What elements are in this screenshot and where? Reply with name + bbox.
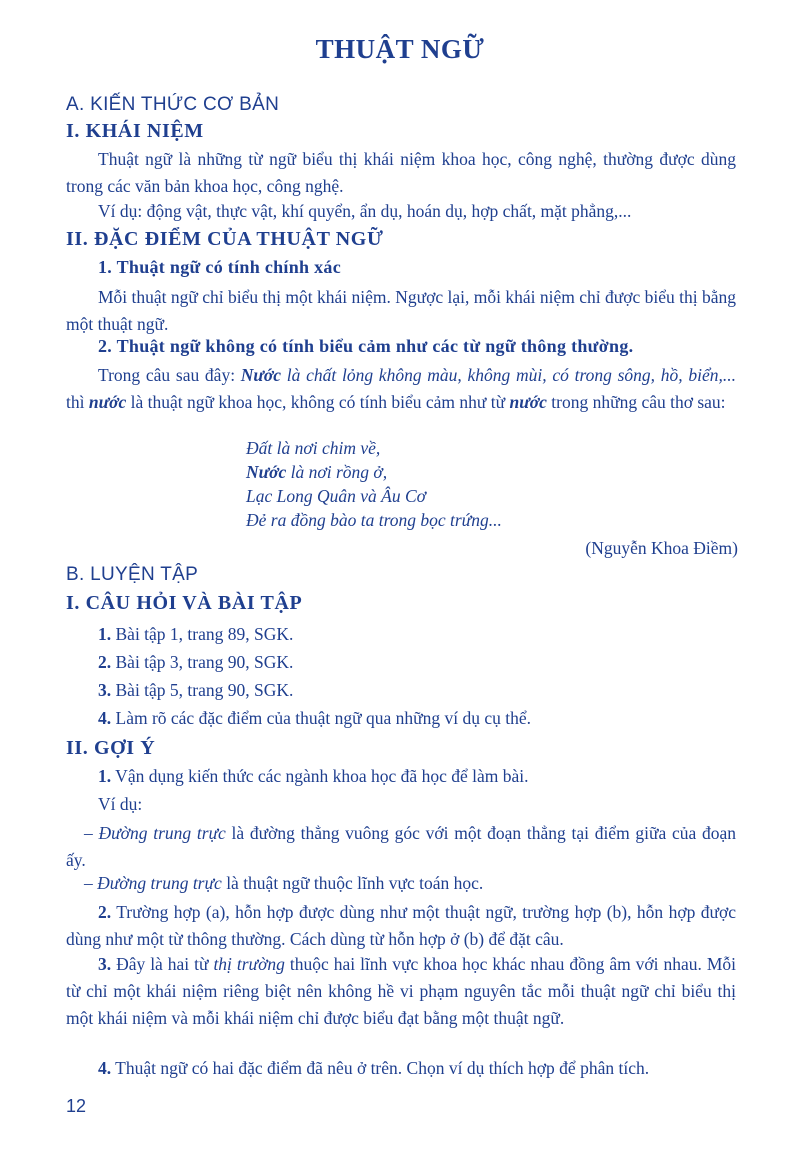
hint-4-paragraph: [66, 1055, 736, 1082]
poem-line: [246, 460, 502, 484]
poem-line: Đẻ ra đồng bào ta trong bọc trứng...: [246, 510, 502, 530]
exercise-item: [98, 624, 293, 645]
term-nuoc: nước: [88, 392, 127, 412]
term-duong-trung-truc: – Đường trung trực: [84, 873, 222, 893]
heading-cau-hoi: I. CÂU HỎI VÀ BÀI TẬP: [66, 592, 303, 614]
text-run: là thuật ngữ khoa học, không có tính biểu cảm như từ: [126, 392, 510, 412]
text-run: là đường thẳng vuông góc với một đoạn thẳng tại điểm giữa của đoạn ấy.: [66, 823, 736, 870]
precision-paragraph: Mỗi thuật ngữ chỉ biểu thị một khái niệm. Ngược lại, mỗi khái niệm chỉ được biểu thị bằng một thuật ngữ.: [66, 287, 736, 334]
text-run: là nơi rồng ở,: [286, 462, 388, 482]
item-number: 2.: [98, 902, 112, 922]
hint-example-label: Ví dụ:: [98, 794, 143, 814]
text-run: Trong câu sau đây:: [98, 365, 241, 385]
subheading-bieu-cam: 2. Thuật ngữ không có tính biểu cảm như các từ ngữ thông thường.: [98, 336, 634, 356]
item-text: Trường hợp (a), hỗn hợp được dùng như một thuật ngữ, trường hợp (b), hỗn hợp được dùng như một từ thông thường. Cách dùng từ hỗn hợp ở (b) để đặt câu.: [66, 902, 736, 949]
example-sentence: là chất lỏng không màu, không mùi, có trong sông, hồ, biển,...: [281, 365, 736, 385]
hint-3-paragraph: [66, 951, 736, 1032]
hint-item: [98, 766, 529, 787]
item-number: 1.: [98, 766, 112, 786]
exercise-item: [98, 680, 293, 701]
text-run: thuộc hai lĩnh vực khoa học khác nhau đồng âm với nhau. Mỗi từ chỉ một khái niệm riêng biệt nên không hề vi phạm nguyên tắc mỗi thuật ngữ chỉ biểu thị một khái niệm và mỗi khái niệm chỉ được biểu đạt bằng một thuật ngữ.: [66, 954, 737, 1028]
poem-line: Lạc Long Quân và Âu Cơ: [246, 486, 426, 506]
heading-dac-diem: II. ĐẶC ĐIỂM CỦA THUẬT NGỮ: [66, 228, 384, 250]
item-number: 4.: [98, 708, 112, 728]
page-number: 12: [66, 1096, 87, 1116]
term-thi-truong: thị trường: [213, 954, 285, 974]
hint-example-2: [66, 870, 736, 897]
item-text: Bài tập 1, trang 89, SGK.: [111, 624, 294, 644]
text-run: thì: [66, 392, 89, 412]
heading-goi-y: II. GỢI Ý: [66, 737, 156, 759]
term-nuoc: Nước: [240, 365, 282, 385]
example-paragraph: Ví dụ: động vật, thực vật, khí quyển, ẩn dụ, hoán dụ, hợp chất, mặt phẳng,...: [98, 201, 632, 221]
poem: [246, 436, 502, 532]
item-number: 3.: [98, 680, 112, 700]
term-nuoc: Nước: [246, 462, 287, 482]
item-number: 4.: [98, 1058, 112, 1078]
exercise-item: [98, 652, 293, 673]
term-nuoc: nước: [509, 392, 547, 412]
poem-line: Đất là nơi chim về,: [246, 438, 381, 458]
item-text: Bài tập 5, trang 90, SGK.: [111, 680, 294, 700]
text-run: trong những câu thơ sau:: [546, 392, 726, 412]
section-b-label: B. LUYỆN TẬP: [66, 564, 199, 585]
item-number: 2.: [98, 652, 112, 672]
text-run: là thuật ngữ thuộc lĩnh vực toán học.: [221, 873, 484, 893]
exercise-item: [98, 708, 531, 729]
text-run: Đây là hai từ: [111, 954, 214, 974]
item-text: Thuật ngữ có hai đặc điểm đã nêu ở trên. Chọn ví dụ thích hợp để phân tích.: [111, 1058, 650, 1078]
item-text: Làm rõ các đặc điểm của thuật ngữ qua những ví dụ cụ thể.: [111, 708, 531, 728]
poem-author: (Nguyễn Khoa Điềm): [585, 538, 738, 558]
hint-2-paragraph: [66, 899, 736, 953]
hint-example-1: [66, 820, 736, 874]
definition-paragraph: Thuật ngữ là những từ ngữ biểu thị khái niệm khoa học, công nghệ, thường được dùng trong các văn bản khoa học, công nghệ.: [66, 149, 736, 196]
term-duong-trung-truc: – Đường trung trực: [84, 823, 226, 843]
item-text: Vận dụng kiến thức các ngành khoa học đã học để làm bài.: [111, 766, 529, 786]
subheading-chinh-xac: 1. Thuật ngữ có tính chính xác: [98, 257, 342, 277]
page-title: THUẬT NGỮ: [315, 34, 485, 64]
section-a-label: A. KIẾN THỨC CƠ BẢN: [66, 94, 280, 115]
item-text: Bài tập 3, trang 90, SGK.: [111, 652, 294, 672]
item-number: 1.: [98, 624, 112, 644]
heading-khai-niem: I. KHÁI NIỆM: [66, 120, 204, 142]
item-number: 3.: [98, 954, 112, 974]
expressiveness-paragraph: [66, 362, 736, 416]
